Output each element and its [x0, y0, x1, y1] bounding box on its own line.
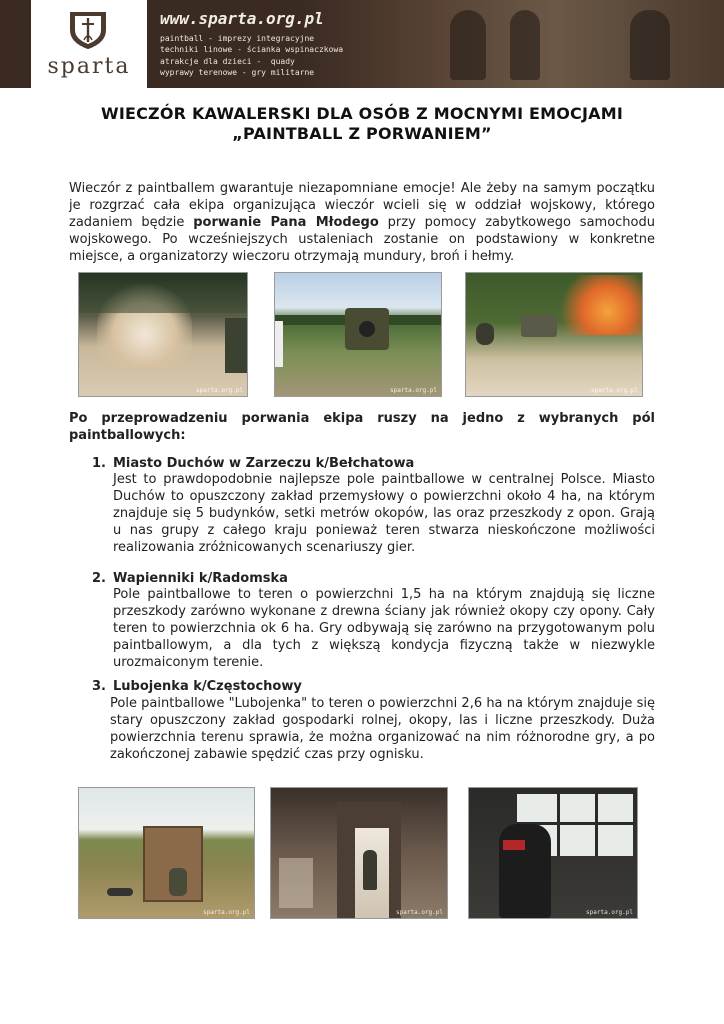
item-number: 1.: [92, 456, 106, 471]
intro-paragraph: [69, 180, 655, 265]
photo-watermark: sparta.org.pl: [586, 909, 633, 916]
intro-text: Wieczór z paintballem gwarantuje niezapomniane emocje! Ale żeby na samym początku je rozgrzać cała ekipa organizująca wieczór wcieli się w oddział wojskowy, którego zadaniem będzie: [69, 181, 655, 230]
tagline: paintball - imprezy integracyjne: [160, 34, 315, 43]
page-header: [0, 0, 724, 88]
field-title: [92, 456, 414, 471]
field-description: Jest to prawdopodobnie najlepsze pole paintballowe w centralnej Polsce. Miasto Duchów to opuszczony zakład przemysłowy o powierzchni około 4 ha, na którym znajduje się 5 budynków, setki metrów okopów, las oraz przeszkody z opon. Grają u nas grupy z całego kraju ponieważ teren stwarza nieskończone możliwości realizowania zróżnicowanych scenariuszy gier.: [113, 472, 655, 555]
item-title-text: Miasto Duchów w Zarzeczu k/Bełchatowa: [113, 456, 415, 471]
field-description: Pole paintballowe "Lubojenka" to teren o powierzchni 2,6 ha na którym znajduje się stary opuszczony zakład gospodarki rolnej, okopy, las i liczne przeszkody. Duża powierzchnia terenu sprawia, że można organizować na nim różnorodne gry, a po zakończonej zabawie spędzić czas przy ognisku.: [110, 696, 655, 762]
field-title: [92, 679, 302, 694]
photo-ruined-doorway: [270, 787, 448, 919]
site-url[interactable]: www.sparta.org.pl: [160, 9, 324, 28]
logo[interactable]: [31, 0, 147, 88]
soldier-silhouette: [510, 10, 540, 80]
photo-watermark: sparta.org.pl: [591, 387, 638, 394]
field-title: [92, 571, 288, 586]
item-number: 2.: [92, 571, 106, 586]
intro-highlight: porwanie Pana Młodego: [193, 215, 379, 230]
photo-fire-attack: [465, 272, 643, 397]
page-subtitle: „PAINTBALL Z PORWANIEM”: [232, 124, 492, 143]
item-title-text: Wapienniki k/Radomska: [113, 571, 288, 586]
shield-sword-icon: [67, 10, 109, 50]
header-taglines: [160, 33, 343, 79]
tagline: techniki linowe - ścianka wspinaczkowa: [160, 45, 344, 55]
photo-watermark: sparta.org.pl: [196, 387, 243, 394]
item-number: 3.: [92, 679, 106, 694]
logo-text: sparta: [47, 54, 131, 79]
tagline: wyprawy terenowe - gry militarne: [160, 68, 315, 78]
photo-player-window: [468, 787, 638, 919]
photo-military-jeep: [274, 272, 442, 397]
photo-watermark: sparta.org.pl: [396, 909, 443, 916]
item-title-text: Lubojenka k/Częstochowy: [113, 679, 302, 694]
photo-wooden-barricade: [78, 787, 255, 919]
tagline: atrakcje dla dzieci - quady: [160, 56, 295, 66]
photo-watermark: sparta.org.pl: [203, 909, 250, 916]
photo-explosion: [78, 272, 248, 397]
photo-watermark: sparta.org.pl: [390, 387, 437, 394]
field-description: Pole paintballowe to teren o powierzchni 1,5 ha na którym znajdują się liczne przeszkody zarówno wykonane z drewna ściany jak również okopy czy opony. Cały teren to powierzchnia ok 6 ha. Gry odbywają się zarówno na przygotowanym polu paintballowym, a dla tych z większą kondycja fizyczną także w niezwykle urozmaiconym terenie.: [113, 587, 655, 670]
intro-text: przy pomocy zabytkowego samochodu wojskowego. Po wcześniejszych ustaleniach zostanie on podstawiony w konkretne miejsce, a organizatorzy wieczoru otrzymają mundury, broń i hełmy.: [69, 215, 655, 264]
header-photo-strip: [300, 0, 724, 88]
soldier-silhouette: [630, 10, 670, 80]
soldier-silhouette: [450, 10, 486, 80]
page-title: WIECZÓR KAWALERSKI DLA OSÓB Z MOCNYMI EMOCJAMI: [100, 104, 624, 123]
fields-intro: Po przeprowadzeniu porwania ekipa ruszy na jedno z wybranych pól paintballowych:: [69, 411, 655, 443]
